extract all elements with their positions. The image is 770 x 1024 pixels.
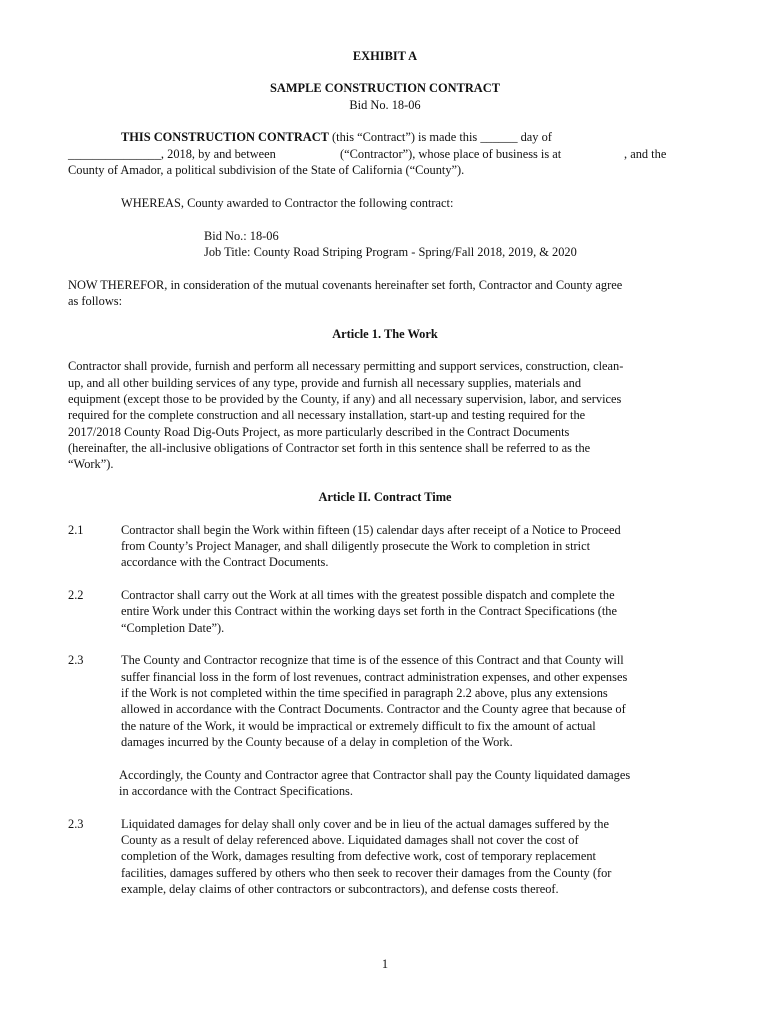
article-2-heading: Article II. Contract Time [318,490,452,504]
section-2-3b-line: Liquidated damages for delay shall only cover and be in lieu of the actual damages suffered by the [121,817,609,831]
section-2-3-line: if the Work is not completed within the time specified in paragraph 2.2 above, plus any extensions [121,686,608,700]
section-2-3b-line: completion of the Work, damages resulting from defective work, cost of temporary replacement [121,849,596,863]
section-2-2-line: entire Work under this Contract within the working days set forth in the Contract Specifications (the [121,604,618,618]
article-1-line: Contractor shall provide, furnish and perform all necessary permitting and support services, construction, clean- [68,359,624,373]
section-number-2-2: 2.2 [68,588,84,602]
intro-line-2a: _______________, 2018, by and between [68,147,276,161]
intro-line-1 [121,129,552,146]
section-2-1-line: accordance with the Contract Documents. [121,555,329,569]
intro-line-1-rest: (this “Contract”) is made this ______ day of [328,130,552,144]
now-therefor-line-2: as follows: [68,294,123,308]
section-2-3b-line: County as a result of delay referenced above. Liquidated damages shall not cover the cost of [121,833,579,847]
section-2-3-accordingly-line: in accordance with the Contract Specifications. [119,784,353,798]
section-2-3-accordingly-line: Accordingly, the County and Contractor agree that Contractor shall pay the County liquidated damages [119,768,631,782]
section-2-3-line: The County and Contractor recognize that time is of the essence of this Contract and that County will [121,653,624,667]
document-title: SAMPLE CONSTRUCTION CONTRACT [270,81,500,95]
intro-line-3: County of Amador, a political subdivision of the State of California (“County”). [68,163,465,177]
article-1-line: 2017/2018 County Road Dig-Outs Project, as more particularly described in the Contract Documents [68,425,570,439]
contract-job-title: Job Title: County Road Striping Program - Spring/Fall 2018, 2019, & 2020 [204,245,577,259]
article-1-line: “Work”). [68,457,114,471]
section-2-3-line: suffer financial loss in the form of lost revenues, contract administration expenses, and other expenses [121,670,628,684]
section-2-2-line: Contractor shall carry out the Work at all times with the greatest possible dispatch and complete the [121,588,615,602]
section-2-3b-line: example, delay claims of other contractors or subcontractors), and defense costs thereof. [121,882,559,896]
section-2-1-line: Contractor shall begin the Work within fifteen (15) calendar days after receipt of a Notice to Proceed [121,523,621,537]
article-1-line: (hereinafter, the all-inclusive obligations of Contractor set forth in this sentence shall be referred to as the [68,441,591,455]
section-number-2-1: 2.1 [68,523,84,537]
section-2-2-line: “Completion Date”). [121,621,225,635]
section-number-2-3: 2.3 [68,653,84,667]
bid-number: Bid No. 18-06 [349,98,421,112]
article-1-line: equipment (except those to be provided by the County, if any) and all necessary supervision, labor, and services [68,392,622,406]
article-1-line: required for the complete construction and all necessary installation, start-up and testing required for the [68,408,586,422]
intro-line-2b: (“Contractor”), whose place of business is at [340,147,562,161]
section-2-3b-line: facilities, damages suffered by others who then seek to recover their damages from the County (for [121,866,612,880]
now-therefor-line-1: NOW THEREFOR, in consideration of the mutual covenants hereinafter set forth, Contractor and County agree [68,278,623,292]
article-1-line: up, and all other building services of any type, provide and furnish all necessary supplies, materials and [68,376,582,390]
section-number-2-3-second: 2.3 [68,817,84,831]
whereas-clause: WHEREAS, County awarded to Contractor the following contract: [121,196,454,210]
intro-line-2c: , and the [624,147,667,161]
section-2-1-line: from County’s Project Manager, and shall diligently prosecute the Work to completion in strict [121,539,591,553]
exhibit-label: EXHIBIT A [352,49,418,63]
section-2-3-line: damages incurred by the County because of a delay in completion of the Work. [121,735,513,749]
article-1-heading: Article 1. The Work [332,327,438,341]
section-2-3-line: the nature of the Work, it would be impractical or extremely difficult to fix the amount of actual [121,719,596,733]
section-2-3-line: allowed in accordance with the Contract Documents. Contractor and the County agree that because of [121,702,626,716]
intro-bold-lead: THIS CONSTRUCTION CONTRACT [121,130,329,144]
page-number: 1 [381,957,389,971]
contract-bid-no: Bid No.: 18-06 [204,229,279,243]
